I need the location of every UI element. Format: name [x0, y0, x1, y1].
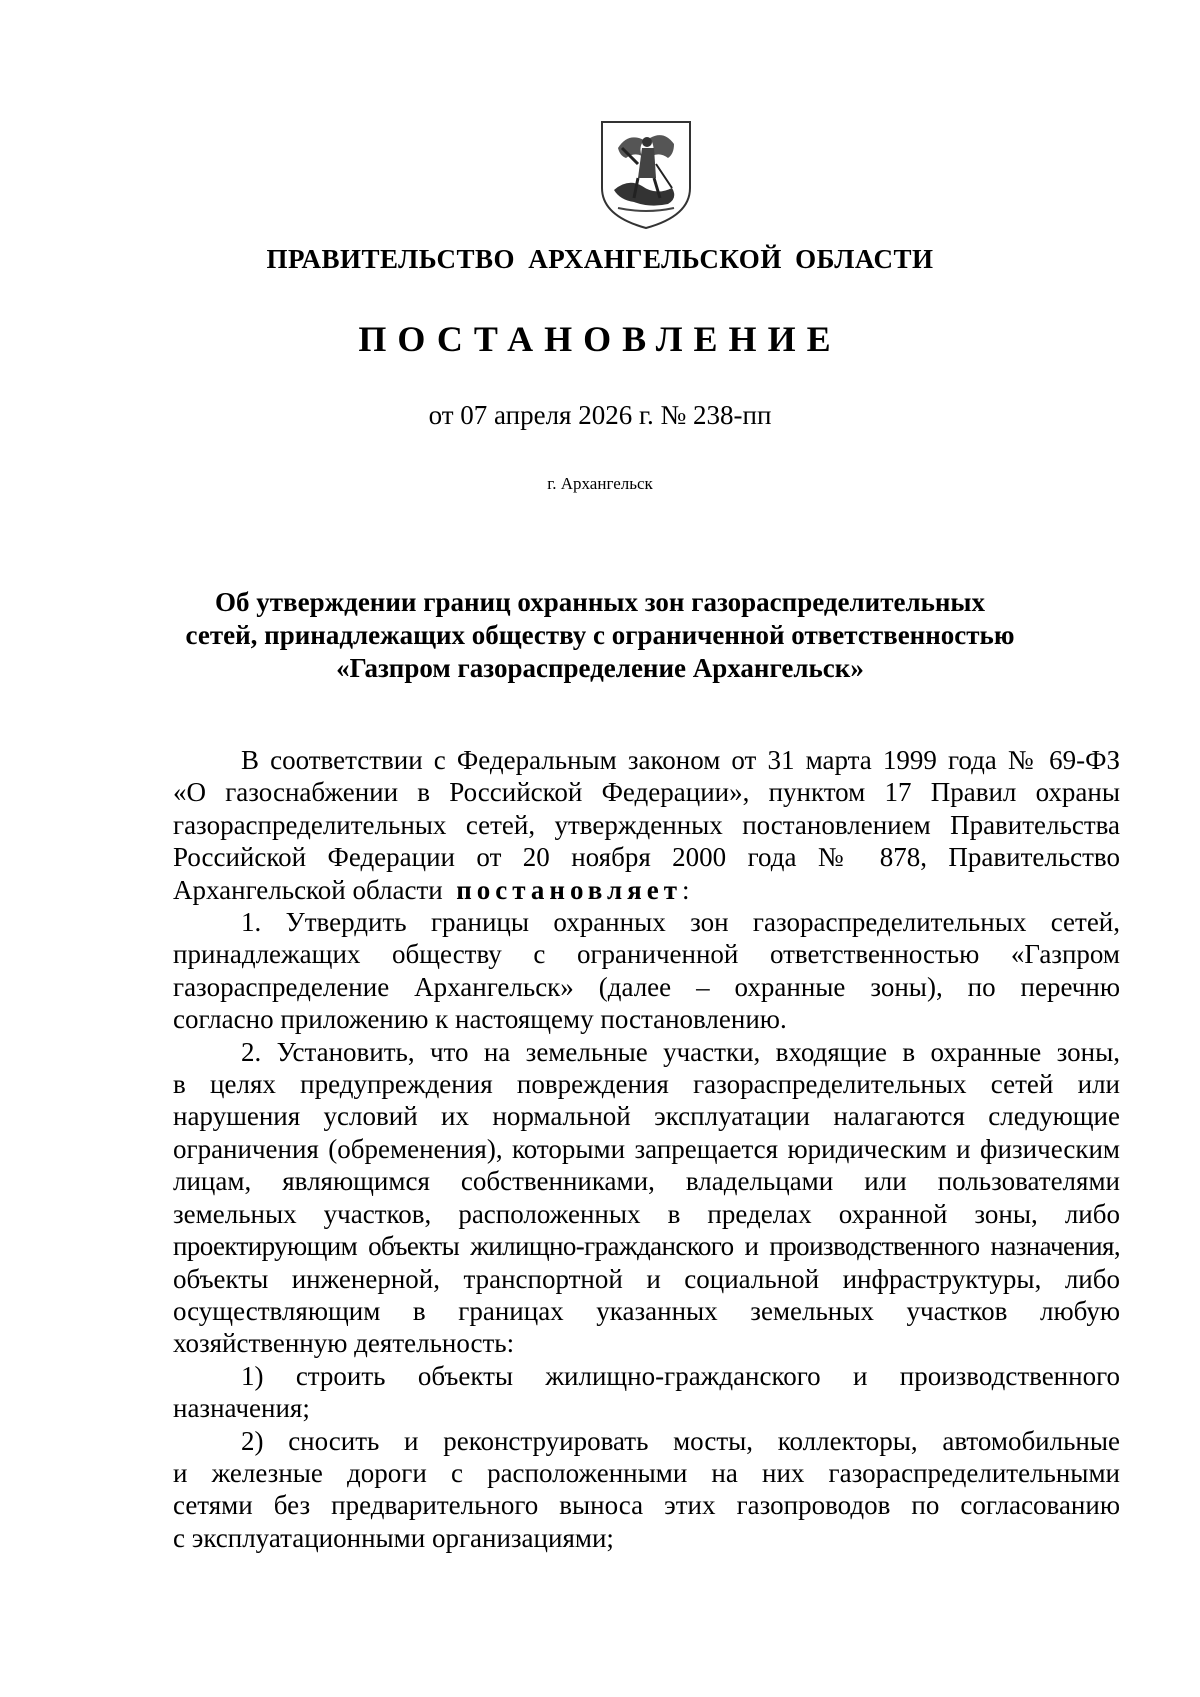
body-line: 1) строить объекты жилищно-гражданского и производственного	[241, 1360, 1120, 1391]
body-line: принадлежащих обществу с ограниченной ответственностью «Газпром	[173, 939, 1120, 970]
body-line: проектирующим объекты жилищно-гражданского и производственного назначения,	[173, 1231, 1120, 1262]
body-line: газораспределительных сетей, утвержденных постановлением Правительства	[173, 809, 1120, 840]
government-name: ПРАВИТЕЛЬСТВО АРХАНГЕЛЬСКОЙ ОБЛАСТИ	[266, 244, 934, 274]
body-line: 1. Утвердить границы охранных зон газораспределительных сетей,	[241, 907, 1120, 938]
document-title	[0, 586, 1200, 685]
body-line: 2. Установить, что на земельные участки, входящие в охранные зоны,	[241, 1036, 1120, 1067]
body-line: газораспределение Архангельск» (далее – охранные зоны), по перечню	[173, 971, 1120, 1002]
preamble-end: Архангельской области	[173, 874, 443, 905]
body-line: с эксплуатационными организациями;	[173, 1522, 614, 1553]
date-and-number: от 07 апреля 2026 г. № 238-пп	[428, 400, 772, 430]
body-line: осуществляющим в границах указанных земельных участков любую	[173, 1295, 1120, 1326]
body-line-resolves	[173, 874, 1120, 906]
body-line: назначения;	[173, 1393, 310, 1424]
body-line: и железные дороги с расположенными на них газораспределительными	[173, 1457, 1120, 1488]
city: г. Архангельск	[547, 474, 653, 493]
body-line: «О газоснабжении в Российской Федерации», пунктом 17 Правил охраны	[173, 777, 1120, 808]
resolves-colon: :	[682, 874, 690, 905]
body-line: объекты инженерной, транспортной и социальной инфраструктуры, либо	[173, 1263, 1120, 1294]
title-line: «Газпром газораспределение Архангельск»	[336, 653, 864, 683]
body-line: 2) сносить и реконструировать мосты, коллекторы, автомобильные	[241, 1425, 1120, 1456]
document-body	[173, 744, 1120, 1554]
body-line: Российской Федерации от 20 ноября 2000 года № 878, Правительство	[173, 842, 1120, 873]
document-type: ПОСТАНОВЛЕНИЕ	[358, 319, 842, 359]
body-line: согласно приложению к настоящему постановлению.	[173, 1004, 787, 1035]
body-line: земельных участков, расположенных в пределах охранной зоны, либо	[173, 1198, 1120, 1229]
body-line: ограничения (обременения), которыми запрещается юридическим и физическим	[173, 1133, 1120, 1164]
title-line: сетей, принадлежащих обществу с ограниченной ответственностью	[185, 620, 1015, 650]
body-line: В соответствии с Федеральным законом от 31 марта 1999 года № 69-ФЗ	[241, 745, 1120, 775]
body-line: лицам, являющимся собственниками, владельцами или пользователями	[173, 1166, 1120, 1197]
resolves-word: постановляет	[456, 874, 682, 905]
body-line: нарушения условий их нормальной эксплуатации налагаются следующие	[173, 1101, 1120, 1132]
body-line: сетями без предварительного выноса этих газопроводов по согласованию	[173, 1490, 1120, 1521]
body-line: в целях предупреждения повреждения газораспределительных сетей или	[173, 1069, 1120, 1100]
body-line: хозяйственную деятельность:	[173, 1328, 515, 1359]
title-line: Об утверждении границ охранных зон газораспределительных	[214, 587, 986, 617]
coat-of-arms-emblem	[598, 118, 694, 230]
